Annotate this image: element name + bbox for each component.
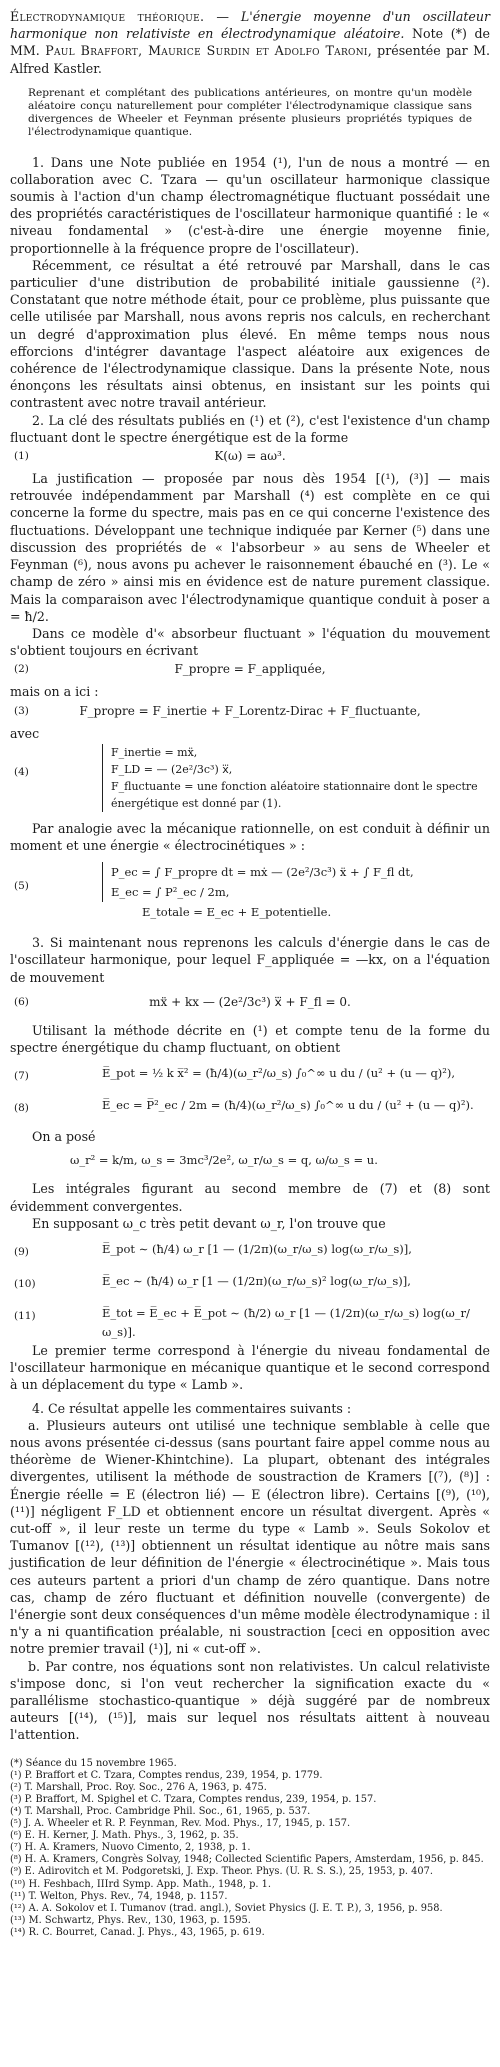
equation-definitions: ω_r² = k/m, ω_s = 3mc³/2e², ω_r/ω_s = q, ω/ω_s = u. <box>70 1153 378 1168</box>
footnote: (⁵) J. A. Wheeler et R. P. Feynman, Rev. Mod. Phys., 17, 1945, p. 157. <box>10 1818 351 1830</box>
equation-1: (1) K(ω) = aω³. <box>14 449 286 464</box>
paragraph-8: Par analogie avec la mécanique rationnelle, on est conduit à définir un moment et une énergie « électrocinétiques » : <box>10 820 490 853</box>
paragraph-15: 4. Ce résultat appelle les commentaires suivants : <box>32 1400 352 1416</box>
equation-3: (3) F_propre = F_inertie + F_Lorentz-Dirac + F_fluctuante, <box>14 703 421 718</box>
equation-7: (7) E̅_pot = ½ k x̅² = (ħ/4)(ω_r²/ω_s) ∫₀^∞ u du / (u² + (u — q)²), <box>14 1066 456 1083</box>
equation-8: (8) E̅_ec = P̅²_ec / 2m = (ħ/4)(ω_r²/ω_s) ∫₀^∞ u du / (u² + (u — q)²). <box>14 1098 474 1115</box>
footnote: (²) T. Marshall, Proc. Roy. Soc., 276 A, 1963, p. 475. <box>10 1781 267 1793</box>
equation-9: (9) E̅_pot ∼ (ħ/4) ω_r [1 — (1/2π)(ω_r/ω_s) log(ω_r/ω_s)], <box>14 1241 412 1258</box>
section-label: Électrodynamique théorique. <box>10 9 205 24</box>
footnote: (¹⁴) R. C. Bourret, Canad. J. Phys., 43, 1965, p. 619. <box>10 1926 265 1938</box>
paper-title: L'énergie moyenne d'un oscillateur harmonique non relativiste en électrodynamique aléatoire. <box>10 9 491 42</box>
footnote: (¹³) M. Schwartz, Phys. Rev., 130, 1963, p. 1595. <box>10 1914 251 1926</box>
paragraph-11: On a posé <box>32 1129 96 1145</box>
equation-10: (10) E̅_ec ∼ (ħ/4) ω_r [1 — (1/2π)(ω_r/ω_s)² log(ω_r/ω_s)], <box>14 1273 411 1290</box>
paragraph-2: Récemment, ce résultat a été retrouvé par Marshall, dans le cas particulier d'une distribution de probabilité initiale gaussienne (²). Constatant que notre méthode était, pour ce problème, plus puissante que celle utilisée par Marshall, nous avons repris nos calculs, en recherchant un degré d'approximation plus élevé. En même temps nous nous efforcions d'intégrer davantage l'aspect aléatoire aux exigences de cohérence de l'électrodynamique classique. Dans la présente Note, nous énonçons les résultats ainsi obtenus, en insistant sur les points qui contrastent avec notre travail antérieur. <box>10 257 490 411</box>
paragraph-10: Utilisant la méthode décrite en (¹) et compte tenu de la forme du spectre énergétique du champ fluctuant, on obtient <box>10 1022 490 1055</box>
comment-b: b. Par contre, nos équations sont non relativistes. Un calcul relativiste s'impose donc, si l'on veut rechercher la signification exacte du « parallélisme stochastico-quantique » déjà suggéré par de nombreux auteurs [(¹⁴), (¹⁵)], mais sur lequel nos résultats aittent à nouveau l'attention. <box>10 1658 490 1743</box>
comment-a: a. Plusieurs auteurs ont utilisé une technique semblable à celle que nous avons présentée ci-dessus (sans pourtant faire appel comme nous au théorème de Wiener-Khintchine). La plupart, obtenant des intégrales divergentes, utilisent la méthode de soustraction de Kramers [(⁷), (⁸)] : Énergie réelle = E (électron lié) — E (électron libre). Certains [(⁹), (¹⁰), (¹¹)] négligent F_LD et obtiennent encore un résultat divergent. Après « cut-off », il leur reste un terme du type « Lamb ». Seuls Sokolov et Tumanov [(¹²), (¹³)] obtiennent un résultat identique au nôtre mais sans justification de leur définition de l'énergie « électrocinétique ». Mais tous ces auteurs partent a priori d'un champ de zéro quantique. Dans notre cas, champ de zéro fluctuant et définition nouvelle (convergente) de l'énergie sont deux conséquences d'un même modèle électrodynamique : il n'y a ni quantification préalable, ni soustraction [ceci en opposition avec notre premier travail (¹)], ni « cut-off ». <box>10 1417 490 1657</box>
footnote: (*) Séance du 15 novembre 1965. <box>10 1757 177 1769</box>
paragraph-12: Les intégrales figurant au second membre de (7) et (8) sont évidemment convergentes. <box>10 1181 490 1214</box>
paragraph-13: En supposant ω_c très petit devant ω_r, l'on trouve que <box>32 1215 386 1231</box>
footnote: (⁴) T. Marshall, Proc. Cambridge Phil. Soc., 61, 1965, p. 537. <box>10 1806 311 1817</box>
abstract: Reprenant et complétant des publications antérieures, on montre qu'un modèle aléatoire conçu naturellement pour compléter l'électrodynamique classique sans divergences de Wheeler et Feynman présente plusieurs propriétés typiques de l'électrodynamique quantique. <box>28 86 472 139</box>
paragraph-5: Dans ce modèle d'« absorbeur fluctuant » l'équation du mouvement s'obtient toujours en écrivant <box>10 625 490 659</box>
equation-5: (5) P_ec = ∫ F_propre dt = mẋ — (2e²/3c³) ẍ + ∫ F_fl dt, E_ec = ∫ P²_ec / 2m, E_totale = E_ec + E_potentielle. <box>10 862 490 922</box>
equation-2: (2) F_propre = F_appliquée, <box>14 662 326 677</box>
footnote: (¹²) A. A. Sokolov et I. Tumanov (trad. angl.), Soviet Physics (J. E. T. P.), 3, 1956, p. 958. <box>10 1902 443 1914</box>
equation-6: (6) mẍ + kx — (2e²/3c³) x⃛ + F_fl = 0. <box>14 994 351 1009</box>
footnote: (⁶) E. H. Kerner, J. Math. Phys., 3, 1962, p. 35. <box>10 1830 239 1842</box>
footnotes <box>10 1758 490 1939</box>
footnote: (⁸) H. A. Kramers, Congrès Solvay, 1948; Collected Scientific Papers, Amsterdam, 1956, p. 845. <box>10 1854 484 1866</box>
paper-header: Électrodynamique théorique. — L'énergie moyenne d'un oscillateur harmonique non relativiste en électrodynamique aléatoire. Note (*) de MM. Paul Braffort, Maurice Surdin et Adolfo Taroni, présentée par M. Alfred Kastler. <box>10 9 491 76</box>
footnote: (¹) P. Braffort et C. Tzara, Comptes rendus, 239, 1954, p. 1779. <box>10 1769 323 1781</box>
paragraph-4: La justification — proposée par nous dès 1954 [(¹), (³)] — mais retrouvée indépendamment par Marshall (⁴) est complète en ce qui concerne la forme du spectre, mais pas en ce qui concerne l'existence des fluctuations. Développant une technique indiquée par Kerner (⁵) dans une discussion des propriétés de « l'absorbeur » au sens de Wheeler et Feynman (⁶), nous avons pu achever le raisonnement ébauché en (³). Le « champ de zéro » ainsi mis en évidence est de nature purement classique. Mais la comparaison avec l'électrodynamique quantique conduit à poser a = ħ/2. <box>10 471 490 624</box>
paragraph-1: 1. Dans une Note publiée en 1954 (¹), l'un de nous a montré — en collaboration avec C. Tzara — qu'un oscillateur harmonique classique soumis à l'action d'un champ électromagnétique fluctuant possédait une des propriétés caractéristiques de l'oscillateur harmonique quantifié : le « niveau fondamental » (c'est-à-dire une énergie moyenne finie, proportionnelle à la fréquence propre de l'oscillateur). <box>10 154 490 256</box>
footnote: (⁹) E. Adirovitch et M. Podgoretski, J. Exp. Theor. Phys. (U. R. S. S.), 25, 1953, p. 407. <box>10 1866 433 1878</box>
paragraph-9: 3. Si maintenant nous reprenons les calculs d'énergie dans le cas de l'oscillateur harmonique, pour lequel F_appliquée = —kx, on a l'équation de mouvement <box>10 935 490 985</box>
footnote: (¹¹) T. Welton, Phys. Rev., 74, 1948, p. 1157. <box>10 1890 228 1902</box>
equation-4: (4) F_inertie = mẍ, F_LD = — (2e²/3c³) x⃛, F_fluctuante = une fonction aléatoire stationnaire dont le spectre énergétique est donné par (1). <box>10 744 490 812</box>
paragraph-6: mais on a ici : <box>10 684 99 700</box>
authors: Paul Braffort, Maurice Surdin et Adolfo Taroni <box>45 43 368 59</box>
presented-by: , présentée par M. Alfred Kastler. <box>10 43 491 76</box>
footnote: (⁷) H. A. Kramers, Nuovo Cimento, 2, 1938, p. 1. <box>10 1842 251 1854</box>
equation-11: (11) E̅_tot = E̅_ec + E̅_pot ∼ (ħ/2) ω_r [1 — (1/2π)(ω_r/ω_s) log(ω_r/ω_s)]. <box>14 1305 470 1339</box>
paragraph-7: avec <box>10 725 40 741</box>
footnote: (¹⁰) H. Feshbach, IIIrd Symp. App. Math., 1948, p. 1. <box>10 1878 271 1890</box>
paragraph-14: Le premier terme correspond à l'énergie du niveau fondamental de l'oscillateur harmonique en mécanique quantique et le second correspond à un déplacement du type « Lamb ». <box>10 1342 490 1393</box>
footnote: (³) P. Braffort, M. Spighel et C. Tzara, Comptes rendus, 239, 1954, p. 157. <box>10 1793 377 1805</box>
paragraph-3: 2. La clé des résultats publiés en (¹) et (²), c'est l'existence d'un champ fluctuant dont le spectre énergétique est de la forme <box>10 412 490 445</box>
